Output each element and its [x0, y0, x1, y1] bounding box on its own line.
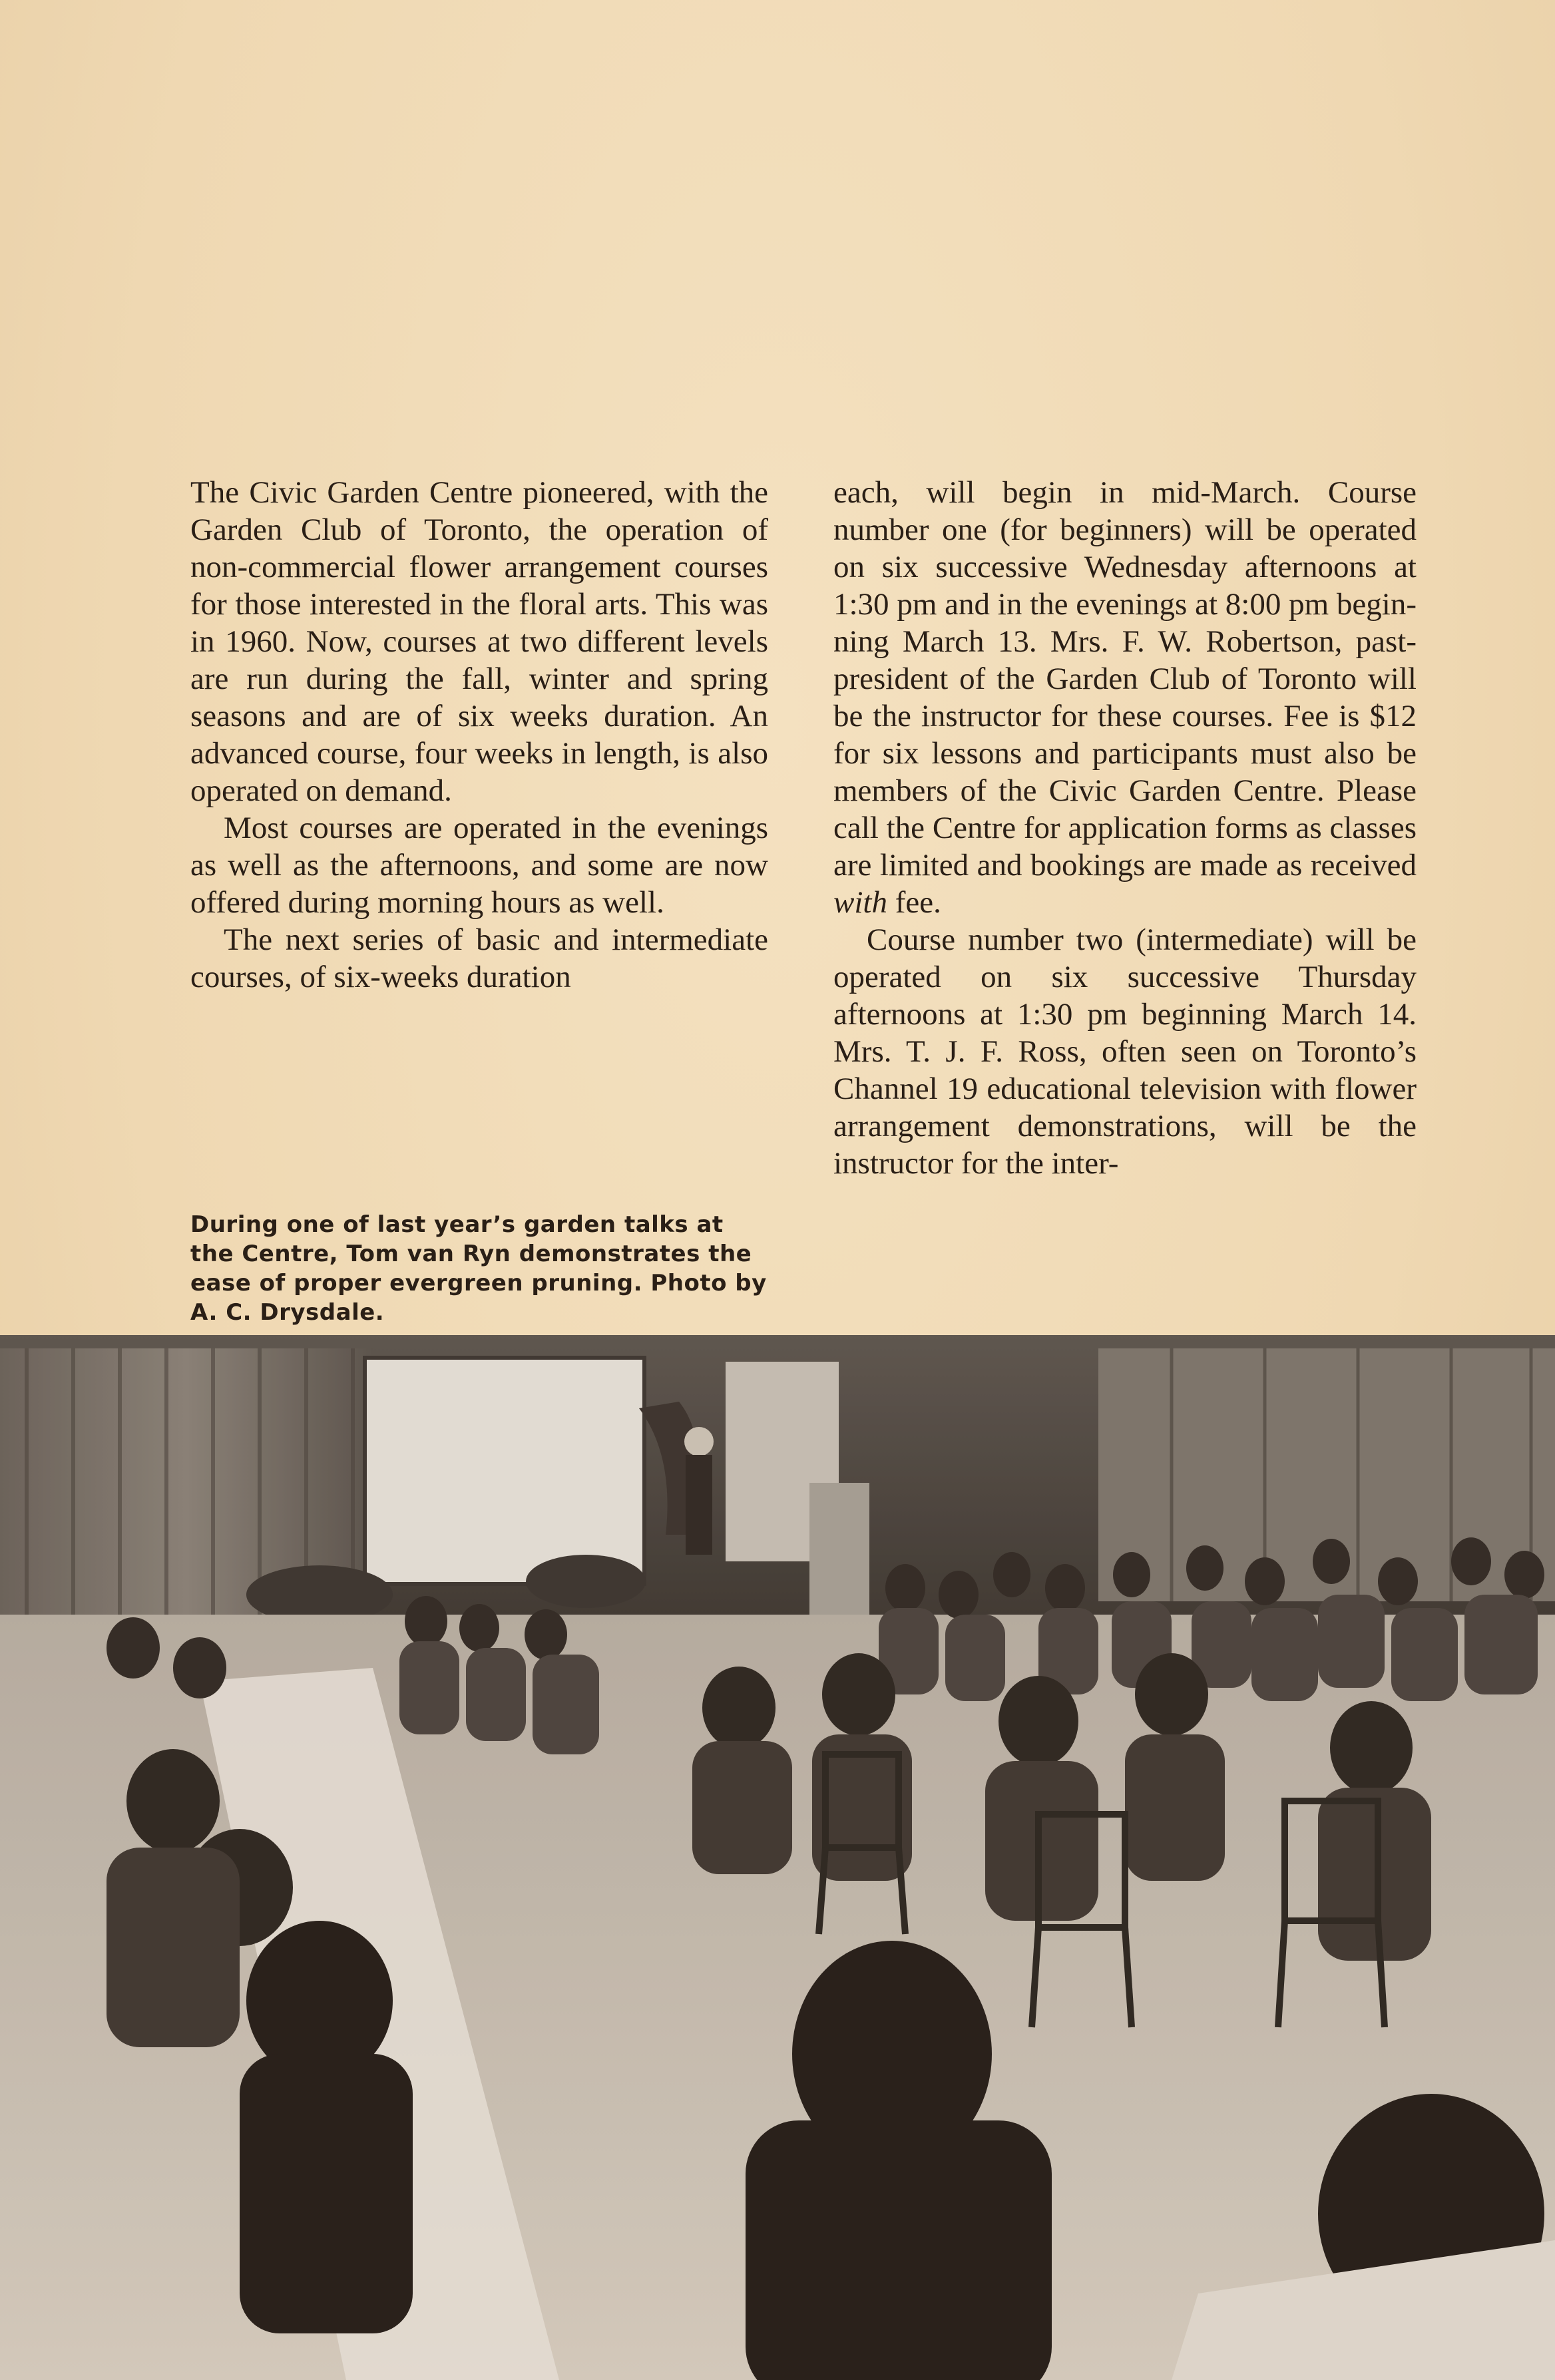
course-one-text-end: fee. [887, 885, 941, 920]
course-one-italic-word: with [833, 885, 887, 920]
paragraph-course-two: Course number two (intermediate) will be operated on six successive Thursday afternoons at 1:30 pm beginning March 14. Mrs. T. J. F. Ross, often seen on Toronto’s Channel 19 educational television with flower arrangement demonstrations, will be the instructor for the inter- [833, 922, 1417, 1181]
paragraph-next-series: The next series of basic and intermediate courses, of six-weeks duration [190, 922, 768, 994]
lecture-photo [0, 1335, 1555, 2380]
paragraph-schedule: Most courses are operated in the evenings as well as the afternoons, and some are now offered during morning hours as well. [190, 811, 768, 920]
article-left-column [190, 474, 768, 996]
lecture-photo-illustration [0, 1335, 1555, 2380]
article-right-column [833, 474, 1417, 1182]
photo-caption: During one of last year’s garden talks at the Centre, Tom van Ryn demonstrates the ease of proper evergreen pruning. Photo by A. C. Drysdale. [190, 1211, 767, 1326]
paragraph-course-one [833, 474, 1417, 921]
paragraph-intro: The Civic Garden Centre pioneered, with the Garden Club of Toronto, the operation of non-commercial flower arrangement courses for those interested in the floral arts. This was in 1960. Now, courses at two different levels are run during the fall, winter and spring seasons and are of six weeks duration. An advanced course, four weeks in length, is also operated on demand. [190, 475, 768, 808]
course-one-text: each, will begin in mid-March. Course number one (for beginners) will be operated on six successive Wednesday afternoons at 1:30 pm and in the evenings at 8:00 pm beginning March 13. Mrs. F. W. Robertson, past-president of the Garden Club of Toronto will be the instructor for these courses. Fee is $12 for six lessons and participants must also be members of the Civic Garden Centre. Please call the Centre for application forms as classes are limited and bookings are made as received [833, 475, 1417, 883]
